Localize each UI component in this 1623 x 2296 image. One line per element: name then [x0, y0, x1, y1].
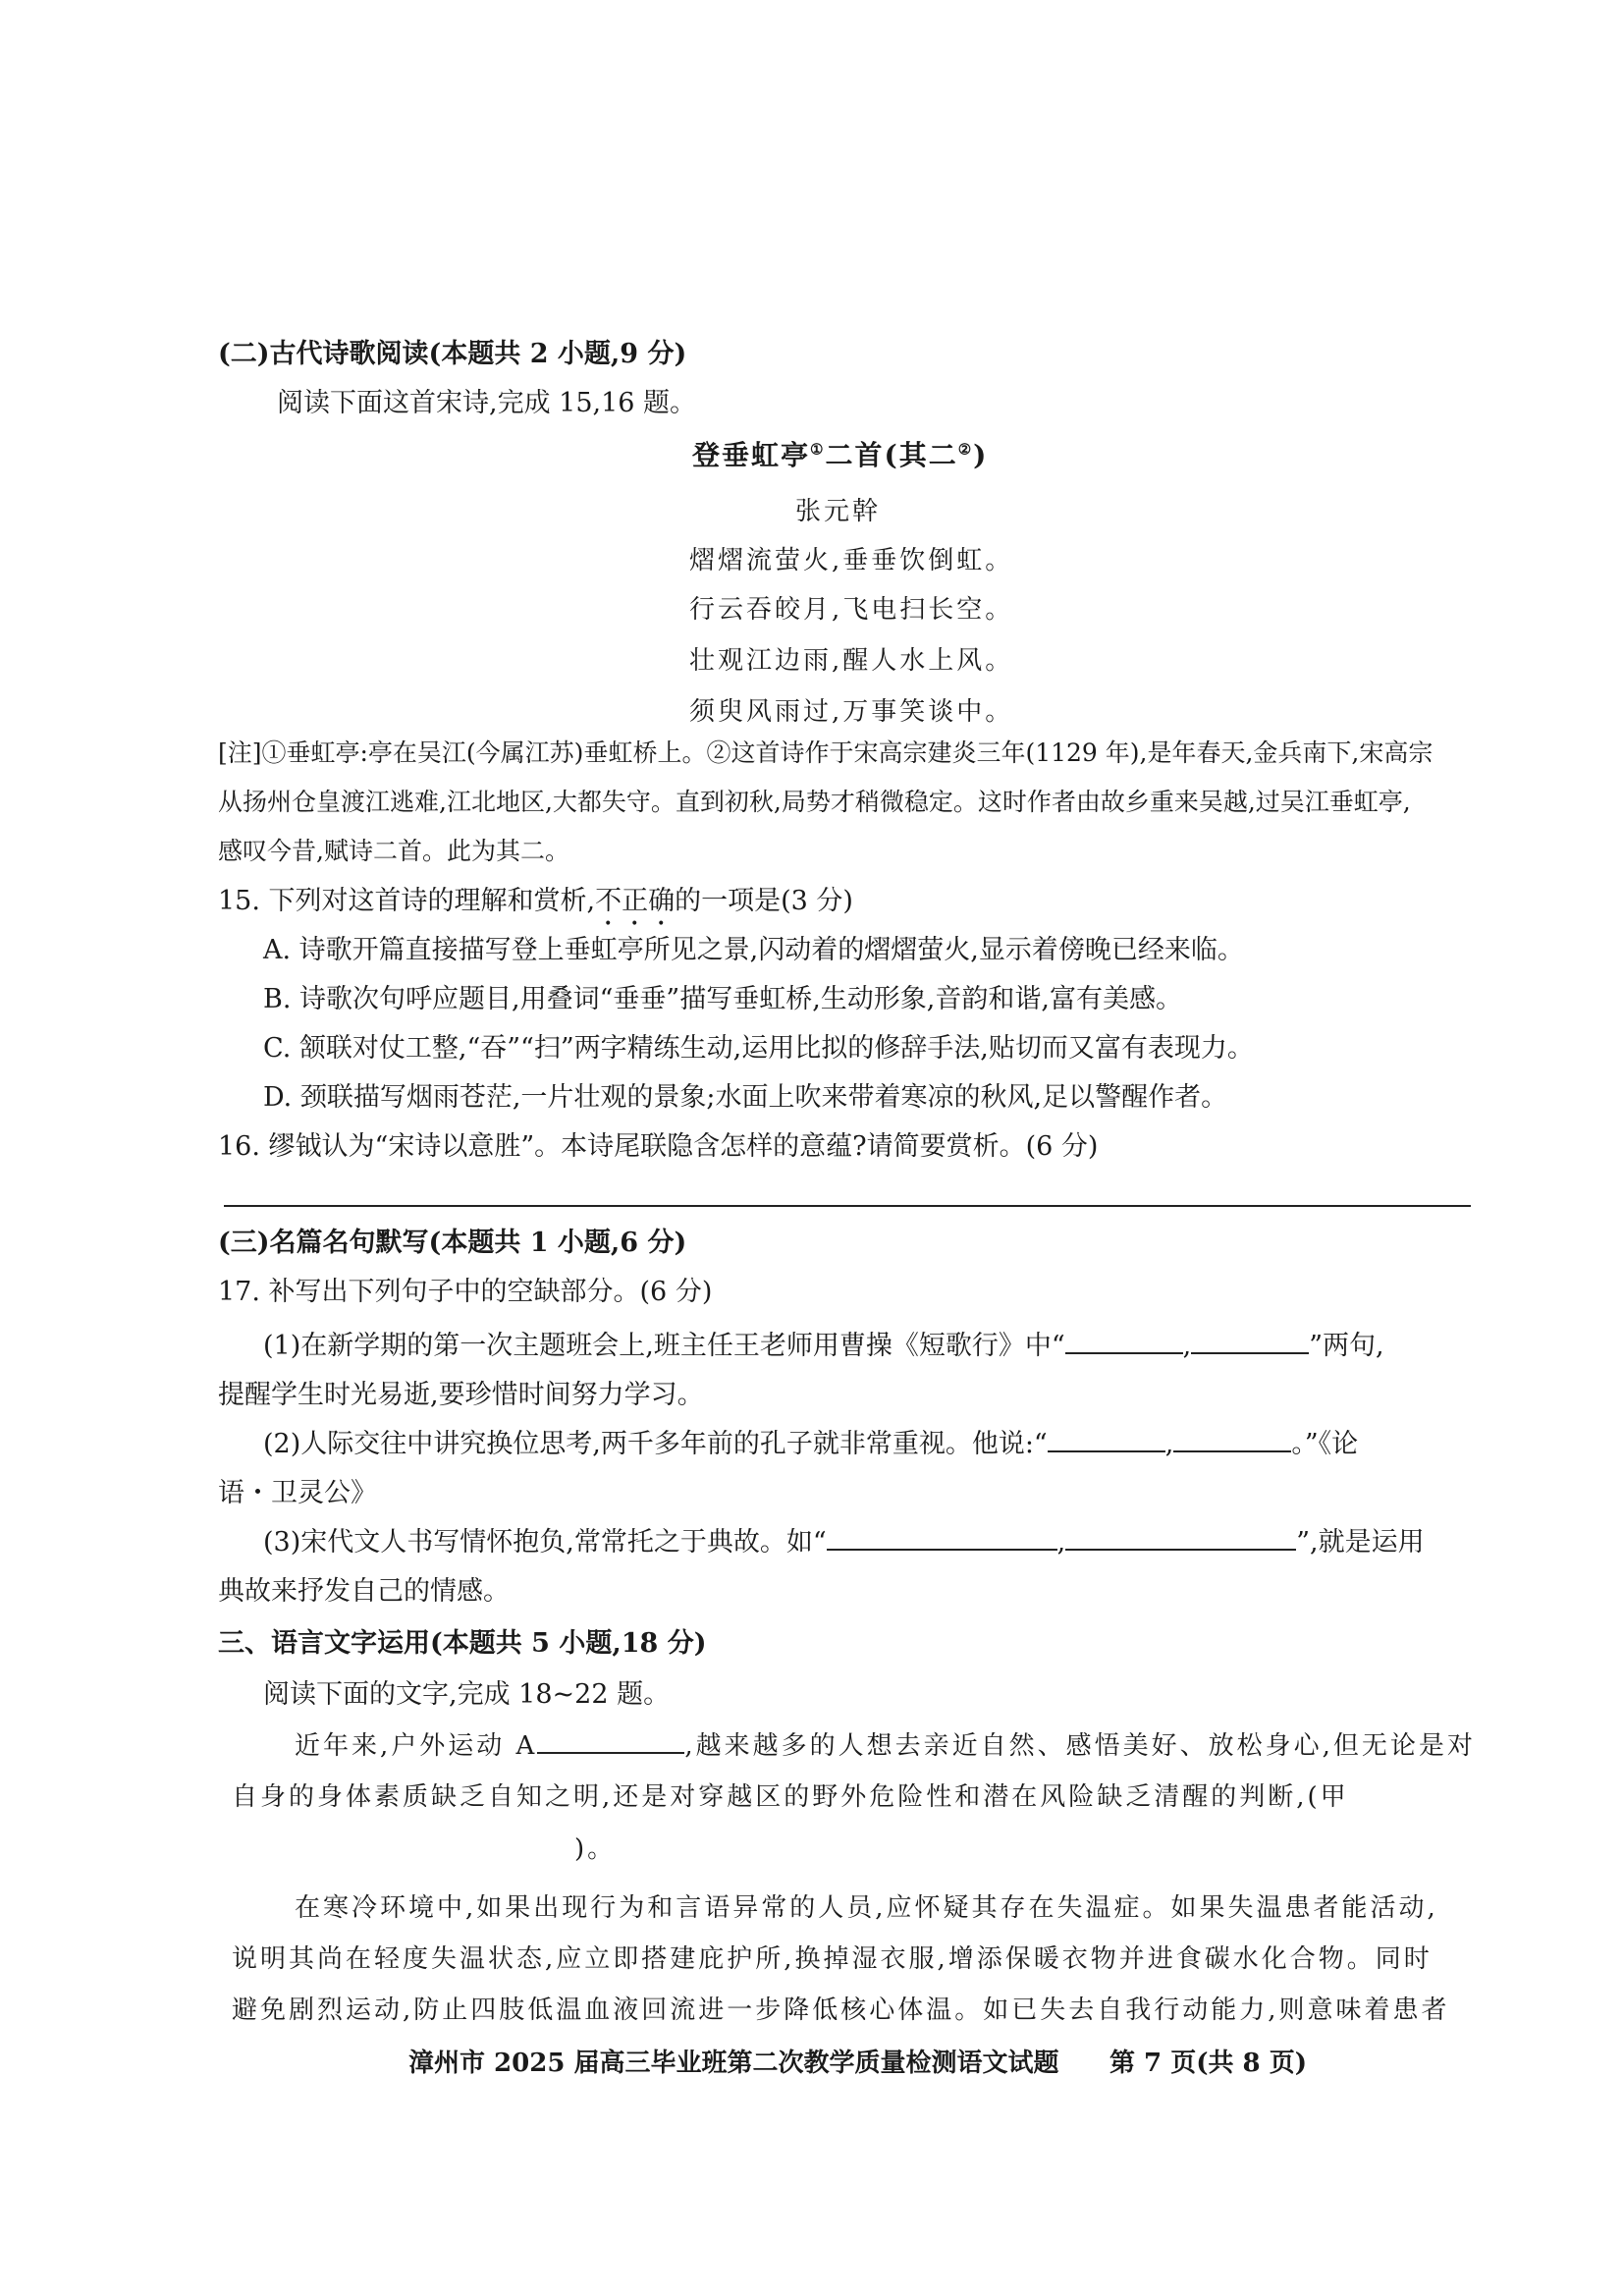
poem-line: 壮观江边雨,醒人水上风。	[689, 646, 1014, 676]
question-17-item-2-cont: 语・卫灵公》	[218, 1478, 377, 1508]
fill-blank[interactable]	[537, 1730, 684, 1754]
fill-blank[interactable]	[1173, 1429, 1291, 1452]
poem-line: 须臾风雨过,万事笑谈中。	[689, 697, 1014, 727]
item-text: ”,就是运用	[1296, 1527, 1425, 1558]
question-15-option-c: C. 颔联对仗工整,“吞”“扫”两字精练生动,运用比拟的修辞手法,贴切而又富有表现力。	[263, 1033, 1254, 1064]
question-15-emphasis: 不正确	[595, 886, 676, 916]
question-17-stem: 17. 补写出下列句子中的空缺部分。(6 分)	[218, 1277, 713, 1307]
question-17-item-3-cont: 典故来抒发自己的情感。	[218, 1576, 510, 1607]
fill-blank[interactable]	[1065, 1527, 1296, 1551]
passage-line	[295, 1893, 1438, 1924]
poem-note2-mark: ②	[957, 440, 974, 459]
poem-note1-mark: ①	[810, 440, 826, 459]
page-footer-title: 漳州市 2025 届高三毕业班第二次教学质量检测语文试题	[408, 2049, 1059, 2078]
question-15-option-b: B. 诗歌次句呼应题目,用叠词“垂垂”描写垂虹桥,生动形象,音韵和谐,富有美感。	[263, 984, 1182, 1014]
question-17-item-3	[263, 1527, 1425, 1558]
item-text: 。”《论	[1291, 1429, 1359, 1459]
question-15-stem-post: 的一项是(3 分)	[675, 886, 853, 916]
question-15-stem	[218, 886, 853, 932]
page-number: 第 7 页(共 8 页)	[1109, 2049, 1307, 2078]
fill-blank[interactable]	[1048, 1429, 1165, 1452]
item-text: ,	[1182, 1331, 1192, 1361]
poem-notes-line: [注]①垂虹亭:亭在吴江(今属江苏)垂虹桥上。②这首诗作于宋高宗建炎三年(1129 年),是年春天,金兵南下,宋高宗	[218, 738, 1434, 767]
item-text: ,	[1164, 1429, 1174, 1459]
section-heading-poetry: (二)古代诗歌阅读(本题共 2 小题,9 分)	[218, 339, 687, 369]
poem-line: 熠熠流萤火,垂垂饮倒虹。	[689, 546, 1014, 575]
item-text: (1)在新学期的第一次主题班会上,班主任王老师用曹操《短歌行》中“	[263, 1331, 1065, 1361]
poetry-instruction: 阅读下面这首宋诗,完成 15,16 题。	[277, 388, 697, 418]
poem-notes-line: 从扬州仓皇渡江逃难,江北地区,大都失守。直到初秋,局势才稍微稳定。这时作者由故乡重来吴越,过吴江垂虹亭,	[218, 788, 1411, 816]
part-3-instruction: 阅读下面的文字,完成 18~22 题。	[263, 1679, 671, 1710]
passage-text: ,越来越多的人想去亲近自然、感悟美好、放松身心,但无论是对	[684, 1731, 1476, 1761]
fill-blank[interactable]	[1191, 1331, 1309, 1354]
question-15-option-d: D. 颈联描写烟雨苍茫,一片壮观的景象;水面上吹来带着寒凉的秋风,足以警醒作者。	[263, 1082, 1228, 1113]
passage-line: )。	[574, 1834, 617, 1864]
passage-text: 在寒冷环境中,如果出现行为和言语异常的人员,应怀疑其存在失温症。如果失温患者能活动,	[295, 1893, 1438, 1923]
poem-title	[692, 439, 988, 472]
question-17-item-2	[263, 1429, 1358, 1460]
question-17-item-1	[263, 1331, 1384, 1362]
poem-line: 行云吞皎月,飞电扫长空。	[689, 595, 1014, 625]
item-text: ”两句,	[1309, 1331, 1384, 1361]
poem-title-end: )	[973, 439, 989, 471]
fill-blank[interactable]	[1065, 1331, 1183, 1354]
fill-blank[interactable]	[827, 1527, 1057, 1551]
passage-text: 近年来,户外运动 A	[295, 1731, 538, 1761]
part-3-heading: 三、语言文字运用(本题共 5 小题,18 分)	[218, 1628, 707, 1659]
poem-title-main: 登垂虹亭	[692, 439, 811, 471]
item-text: (3)宋代文人书写情怀抱负,常常托之于典故。如“	[263, 1527, 827, 1558]
poem-author: 张元幹	[795, 497, 882, 526]
item-text: (2)人际交往中讲究换位思考,两千多年前的孔子就非常重视。他说:“	[263, 1429, 1048, 1459]
passage-line	[295, 1730, 1476, 1762]
question-16-stem: 16. 缪钺认为“宋诗以意胜”。本诗尾联隐含怎样的意蕴?请简要赏析。(6 分)	[218, 1131, 1099, 1162]
question-17-item-1-cont: 提醒学生时光易逝,要珍惜时间努力学习。	[218, 1380, 704, 1410]
question-15-stem-pre: 15. 下列对这首诗的理解和赏析,	[218, 886, 596, 916]
answer-line	[224, 1205, 1471, 1207]
passage-line: 避免剧烈运动,防止四肢低温血液回流进一步降低核心体温。如已失去自我行动能力,则意味着患者	[232, 1995, 1450, 2025]
section-heading-recitation: (三)名篇名句默写(本题共 1 小题,6 分)	[218, 1228, 687, 1258]
question-15-option-a: A. 诗歌开篇直接描写登上垂虹亭所见之景,闪动着的熠熠萤火,显示着傍晚已经来临。	[263, 935, 1244, 965]
passage-line: 说明其尚在轻度失温状态,应立即搭建庇护所,换掉湿衣服,增添保暖衣物并进食碳水化合物。同时	[232, 1944, 1433, 1974]
poem-notes-line: 感叹今昔,赋诗二首。此为其二。	[218, 837, 569, 865]
poem-title-mid: 二首(其二	[825, 439, 958, 471]
passage-line: 自身的身体素质缺乏自知之明,还是对穿越区的野外危险性和潜在风险缺乏清醒的判断,(甲	[232, 1782, 1349, 1812]
item-text: ,	[1056, 1527, 1066, 1558]
